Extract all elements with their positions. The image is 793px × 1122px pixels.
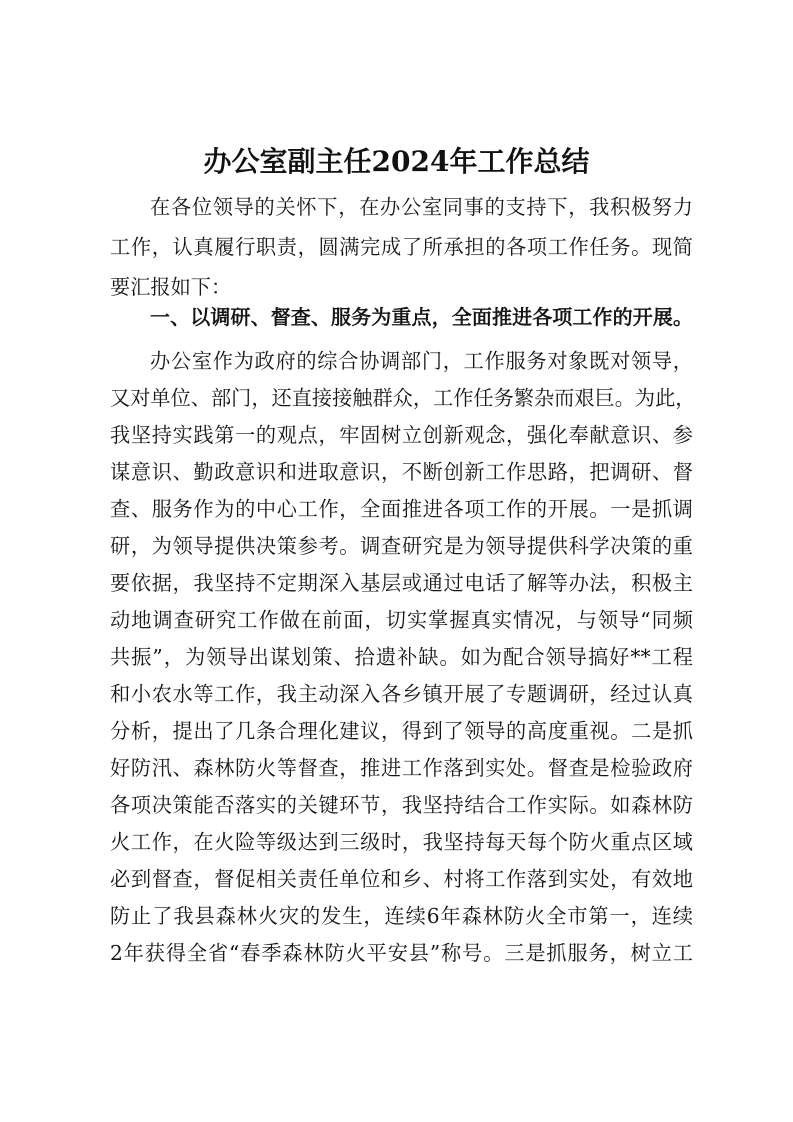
- document-title: 办公室副主任2024年工作总结: [203, 145, 590, 178]
- intro-line-2: 工作，认真履行职责，圆满完成了所承担的各项工作任务。现简: [110, 235, 693, 259]
- body-line-7: 要依据，我坚持不定期深入基层或通过电话了解等办法，积极主: [110, 571, 693, 595]
- body-line-12: 好防汛、森林防火等督查，推进工作落到实处。督查是检验政府: [110, 756, 693, 780]
- body-line-9: 共振”，为领导出谋划策、拾遗补缺。如为配合领导搞好**工程: [110, 645, 693, 669]
- body-line-10: 和小农水等工作，我主动深入各乡镇开展了专题调研，经过认真: [110, 682, 693, 706]
- body-line-15: 必到督查，督促相关责任单位和乡、村将工作落到实处，有效地: [110, 867, 693, 891]
- body-line-13: 各项决策能否落实的关键环节，我坚持结合工作实际。如森林防: [110, 793, 693, 817]
- body-line-17: 2年获得全省“春季森林防火平安县”称号。三是抓服务，树立工: [110, 941, 693, 965]
- body-line-16: 防止了我县森林火灾的发生，连续6年森林防火全市第一，连续: [110, 904, 693, 928]
- body-line-1: 办公室作为政府的综合协调部门，工作服务对象既对领导，: [150, 349, 693, 373]
- intro-line-3: 要汇报如下：: [110, 275, 232, 299]
- body-line-14: 火工作，在火险等级达到三级时，我坚持每天每个防火重点区域: [110, 830, 693, 854]
- body-line-5: 查、服务作为的中心工作，全面推进各项工作的开展。一是抓调: [110, 497, 693, 521]
- section-heading-1: 一、以调研、督查、服务为重点，全面推进各项工作的开展。: [150, 305, 693, 329]
- body-line-2: 又对单位、部门，还直接接触群众，工作任务繁杂而艰巨。为此，: [110, 386, 696, 410]
- body-line-3: 我坚持实践第一的观点，牢固树立创新观念，强化奉献意识、参: [110, 423, 693, 447]
- body-line-4: 谋意识、勤政意识和进取意识，不断创新工作思路，把调研、督: [110, 460, 693, 484]
- body-line-6: 研，为领导提供决策参考。调查研究是为领导提供科学决策的重: [110, 534, 693, 558]
- body-line-8: 动地调查研究工作做在前面，切实掌握真实情况，与领导“同频: [110, 608, 693, 632]
- body-line-11: 分析，提出了几条合理化建议，得到了领导的高度重视。二是抓: [110, 719, 693, 743]
- intro-line-1: 在各位领导的关怀下，在办公室同事的支持下，我积极努力: [150, 195, 693, 219]
